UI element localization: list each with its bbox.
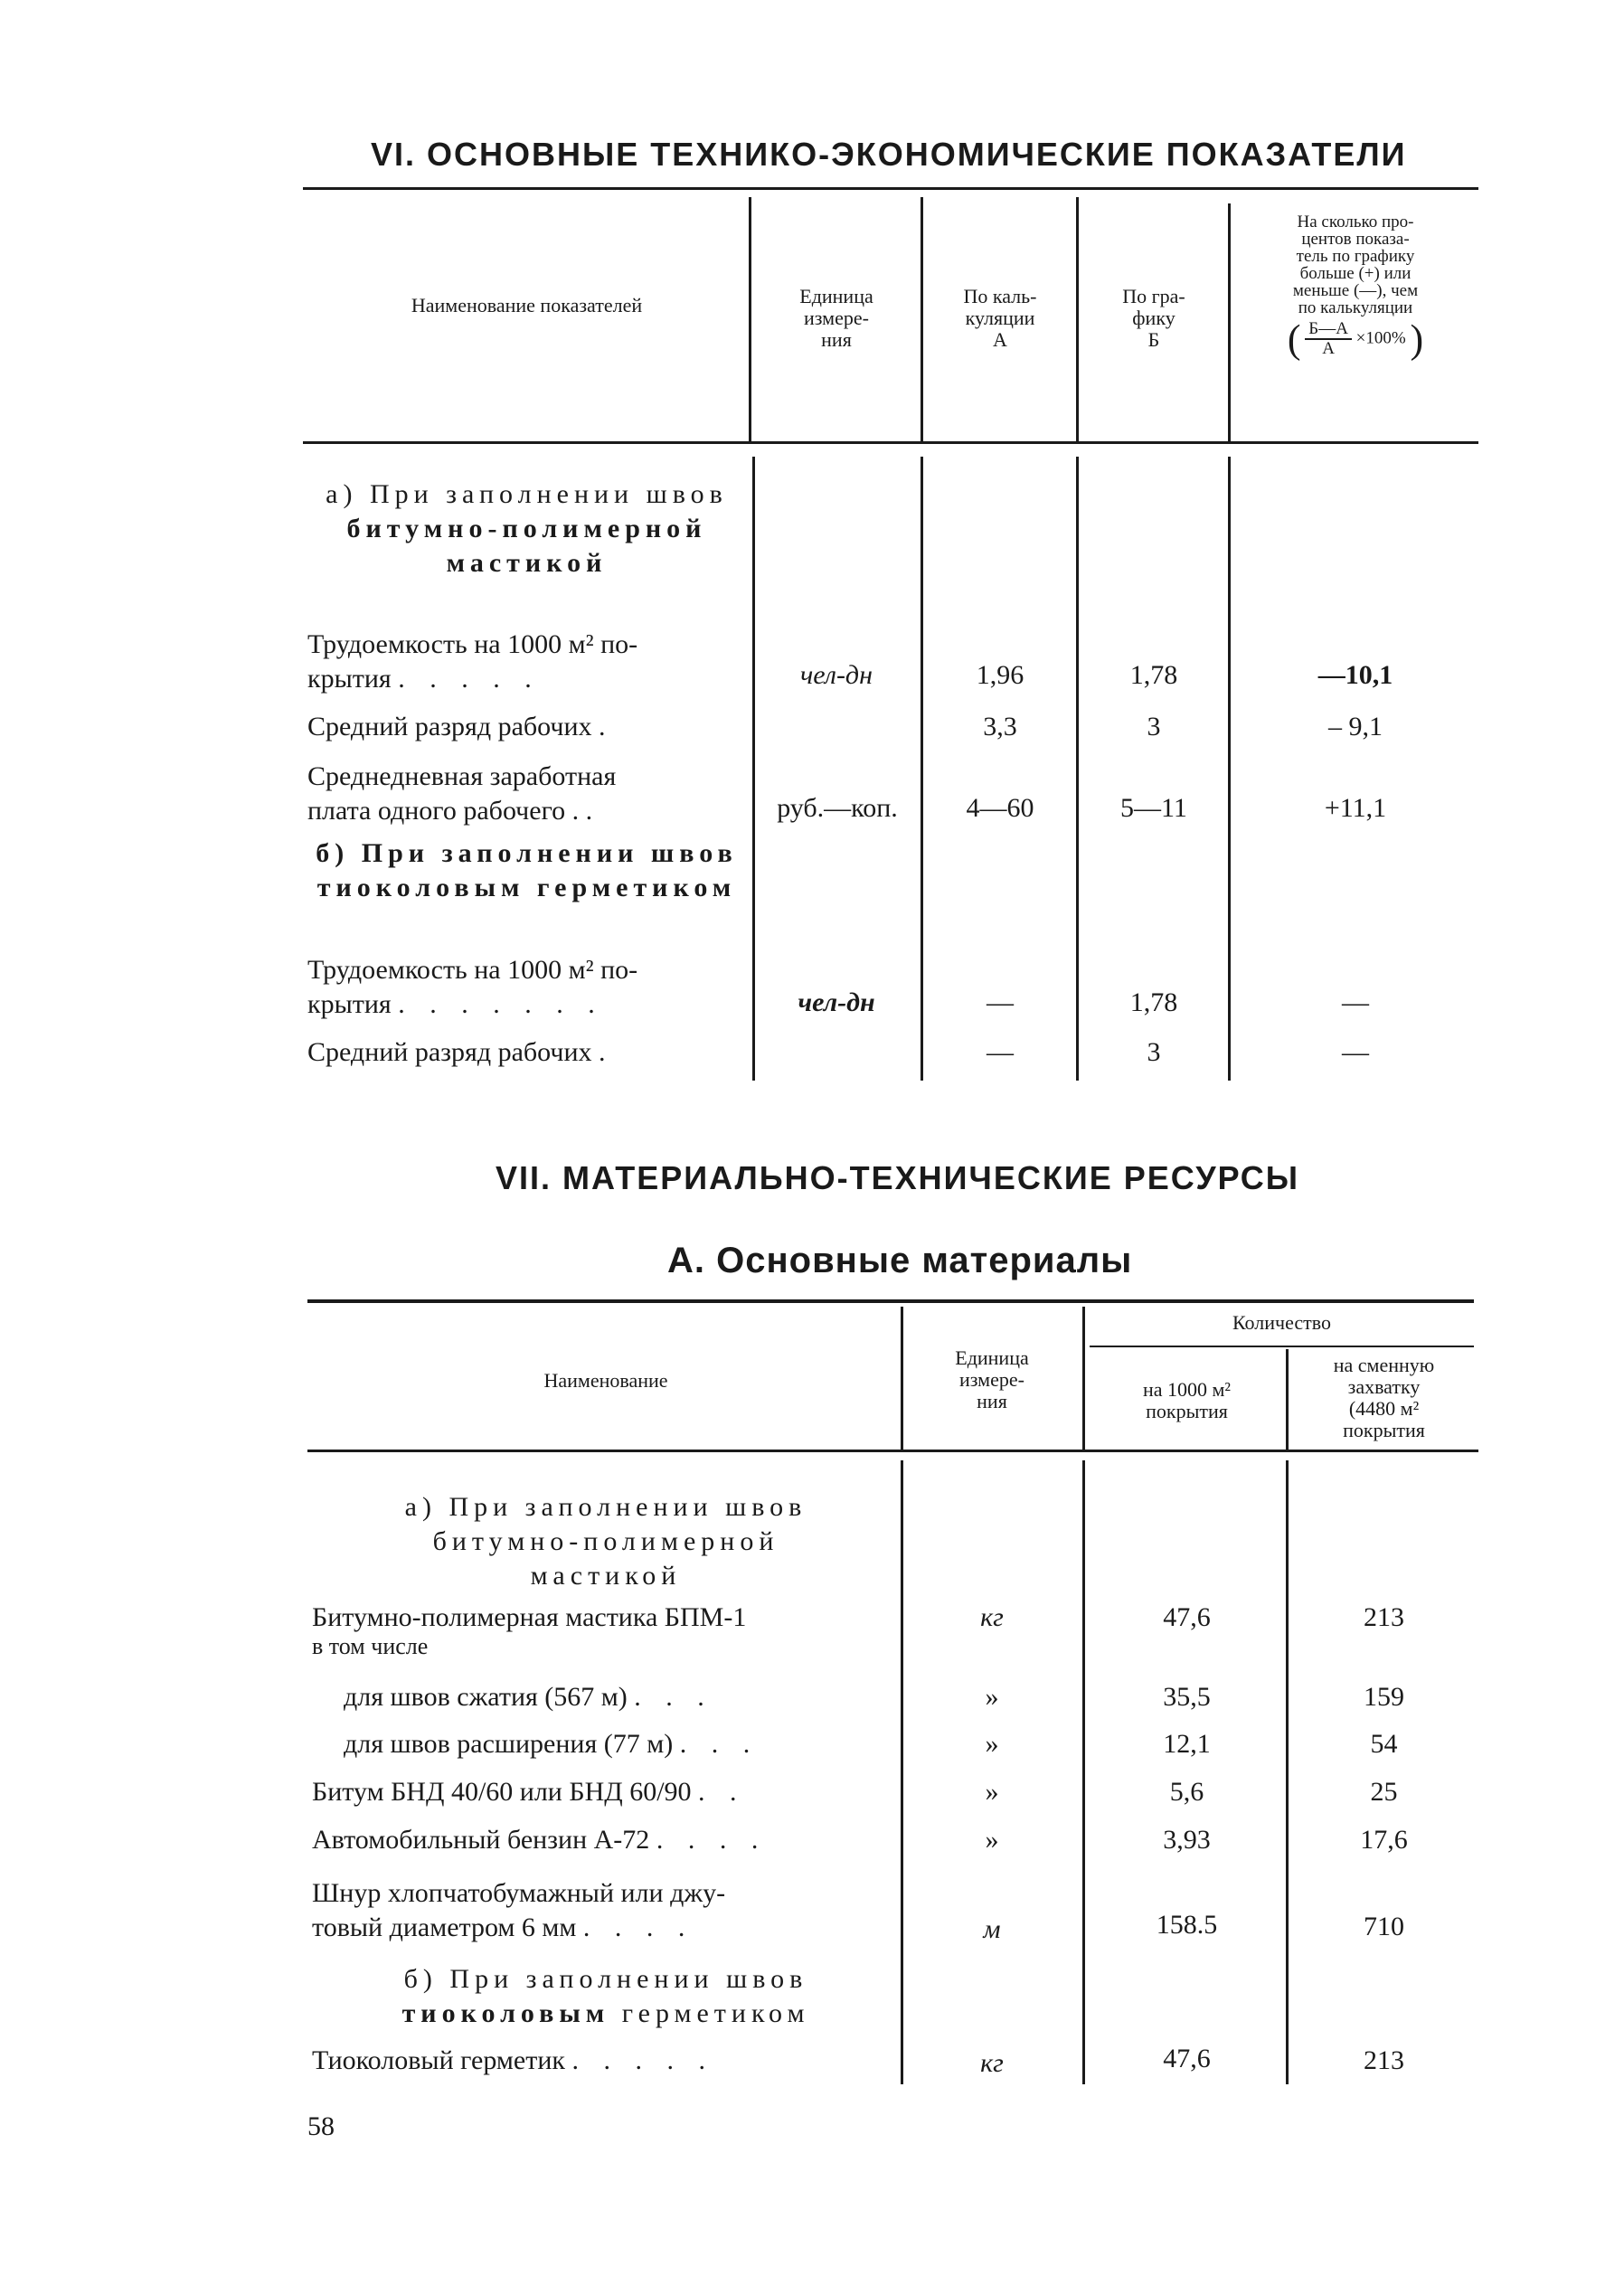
table2-col-divider (1082, 1307, 1085, 1450)
calc-cell: 4—60 (966, 793, 1034, 823)
qty-1000-cell: 3,93 (1163, 1825, 1211, 1855)
unit-cell: кг (980, 1602, 1004, 1632)
page-number: 58 (307, 2111, 335, 2141)
header-unit: Единица измере- ния (955, 1346, 1029, 1412)
calc-cell: 3,3 (983, 712, 1017, 741)
table1-header-rule (303, 441, 1478, 444)
table2-top-rule (307, 1299, 1474, 1303)
calc-cell: — (987, 1037, 1014, 1067)
graph-cell: 3 (1147, 1037, 1161, 1067)
row-avg-wage: Среднедневная заработная плата одного рабочего . . (307, 761, 617, 826)
table2-qty-rule (1090, 1346, 1474, 1347)
graph-cell: 1,78 (1129, 987, 1178, 1017)
materials-group-b-heading: б) При заполнении швов тиоколовым герметиком (401, 1964, 810, 2028)
unit-cell: руб.—коп. (777, 793, 898, 823)
qty-shift-cell: 213 (1364, 1602, 1404, 1632)
qty-shift-cell: 25 (1370, 1777, 1398, 1807)
material-compression-joints: для швов сжатия (567 м) . . . (344, 1682, 713, 1712)
header-graph: По гра- фику Б (1122, 285, 1185, 351)
row-labor-intensity-b: Трудоемкость на 1000 м² по- крытия . . . . . . . (307, 955, 638, 1019)
table1-body-divider (752, 457, 755, 1081)
table1-col-divider (749, 197, 751, 441)
table2-col-divider (1286, 1349, 1289, 1450)
unit-cell: чел-дн (798, 987, 875, 1017)
percent-cell: — (1342, 987, 1369, 1017)
table1-top-rule (303, 187, 1478, 190)
table2-header-rule (307, 1450, 1478, 1452)
qty-1000-cell: 12,1 (1163, 1729, 1211, 1759)
qty-shift-cell: 213 (1364, 2045, 1404, 2075)
graph-cell: 1,78 (1129, 660, 1178, 690)
header-indicator-name: Наименование показателей (411, 294, 643, 316)
table1-body-divider (921, 457, 923, 1081)
table2-body-divider (901, 1460, 903, 2084)
unit-cell: » (985, 1729, 999, 1759)
percent-cell: — (1342, 1037, 1369, 1067)
unit-cell: кг (980, 2048, 1004, 2078)
unit-cell: чел-дн (799, 660, 873, 690)
graph-cell: 5—11 (1120, 793, 1187, 823)
row-avg-grade-b: Средний разряд рабочих . (307, 1037, 615, 1067)
row-labor-intensity-a: Трудоемкость на 1000 м² по- крытия . . . . . (307, 629, 638, 694)
material-thiokol-sealant: Тиоколовый герметик . . . . . (312, 2045, 714, 2075)
qty-shift-cell: 710 (1364, 1912, 1404, 1941)
unit-cell: м (983, 1914, 1001, 1944)
header-unit: Единица измере- ния (799, 285, 873, 351)
header-material-name: Наименование (543, 1369, 668, 1392)
qty-1000-cell: 35,5 (1163, 1682, 1211, 1712)
section7-subtitle: А. Основные материалы (667, 1241, 1133, 1280)
material-bitumen-bnd: Битум БНД 40/60 или БНД 60/90 . . (312, 1777, 746, 1807)
header-per-1000: на 1000 м² покрытия (1142, 1378, 1232, 1422)
unit-cell: » (985, 1682, 999, 1712)
qty-1000-cell: 47,6 (1163, 2044, 1211, 2073)
calc-cell: 1,96 (976, 660, 1024, 690)
material-cord: Шнур хлопчатобумажный или джу- товый диаметром 6 мм . . . . (312, 1878, 726, 1942)
graph-cell: 3 (1147, 712, 1161, 741)
material-expansion-joints: для швов расширения (77 м) . . . (344, 1729, 760, 1759)
section6-title: VI. ОСНОВНЫЕ ТЕХНИКО-ЭКОНОМИЧЕСКИЕ ПОКАЗАТЕЛИ (371, 136, 1407, 173)
qty-shift-cell: 159 (1364, 1682, 1404, 1712)
row-avg-grade-a: Средний разряд рабочих . (307, 712, 615, 741)
section7-title: VII. МАТЕРИАЛЬНО-ТЕХНИЧЕСКИЕ РЕСУРСЫ (496, 1159, 1300, 1196)
unit-cell: » (985, 1777, 999, 1807)
unit-cell: » (985, 1825, 999, 1855)
table1-body-divider (1076, 457, 1079, 1081)
group-a-heading: а) При заполнении швов битумно-полимерной мастикой (326, 479, 728, 578)
header-calc: По каль- куляции А (963, 285, 1037, 351)
material-petrol-a72: Автомобильный бензин А-72 . . . . (312, 1825, 768, 1855)
table2-body-divider (1286, 1460, 1289, 2084)
material-bpm1: Битумно-полимерная мастика БПМ-1 в том числе (312, 1602, 747, 1659)
percent-cell: —10,1 (1317, 660, 1393, 690)
group-b-heading: б) При заполнении швов тиоколовым герметиком (316, 838, 738, 902)
table2-col-divider (901, 1307, 903, 1450)
header-per-shift: на сменную захватку (4480 м² покрытия (1333, 1354, 1435, 1441)
table1-body-divider (1228, 457, 1231, 1081)
header-quantity: Количество (1232, 1311, 1332, 1334)
qty-1000-cell: 158.5 (1156, 1910, 1218, 1940)
table2-body-divider (1082, 1460, 1085, 2084)
materials-group-a-heading: а) При заполнении швов битумно-полимерной мастикой (404, 1492, 807, 1591)
qty-1000-cell: 47,6 (1163, 1602, 1211, 1632)
percent-cell: – 9,1 (1328, 712, 1383, 741)
qty-1000-cell: 5,6 (1169, 1777, 1204, 1807)
table1-col-divider (1076, 197, 1079, 441)
percent-cell: +11,1 (1324, 793, 1387, 823)
qty-shift-cell: 54 (1370, 1729, 1398, 1759)
header-percent: На сколько про- центов показа- тель по графику больше (+) или меньше (—), чем по калькуляции ( $\frac{Б—А}{А}$ ×100% ) (1233, 213, 1478, 358)
table1-col-divider (921, 197, 923, 441)
table1-col-divider (1228, 203, 1231, 441)
qty-shift-cell: 17,6 (1360, 1825, 1408, 1855)
calc-cell: — (987, 987, 1014, 1017)
percent-formula: ( $\frac{Б—А}{А}$ ×100% ) (1287, 316, 1424, 362)
